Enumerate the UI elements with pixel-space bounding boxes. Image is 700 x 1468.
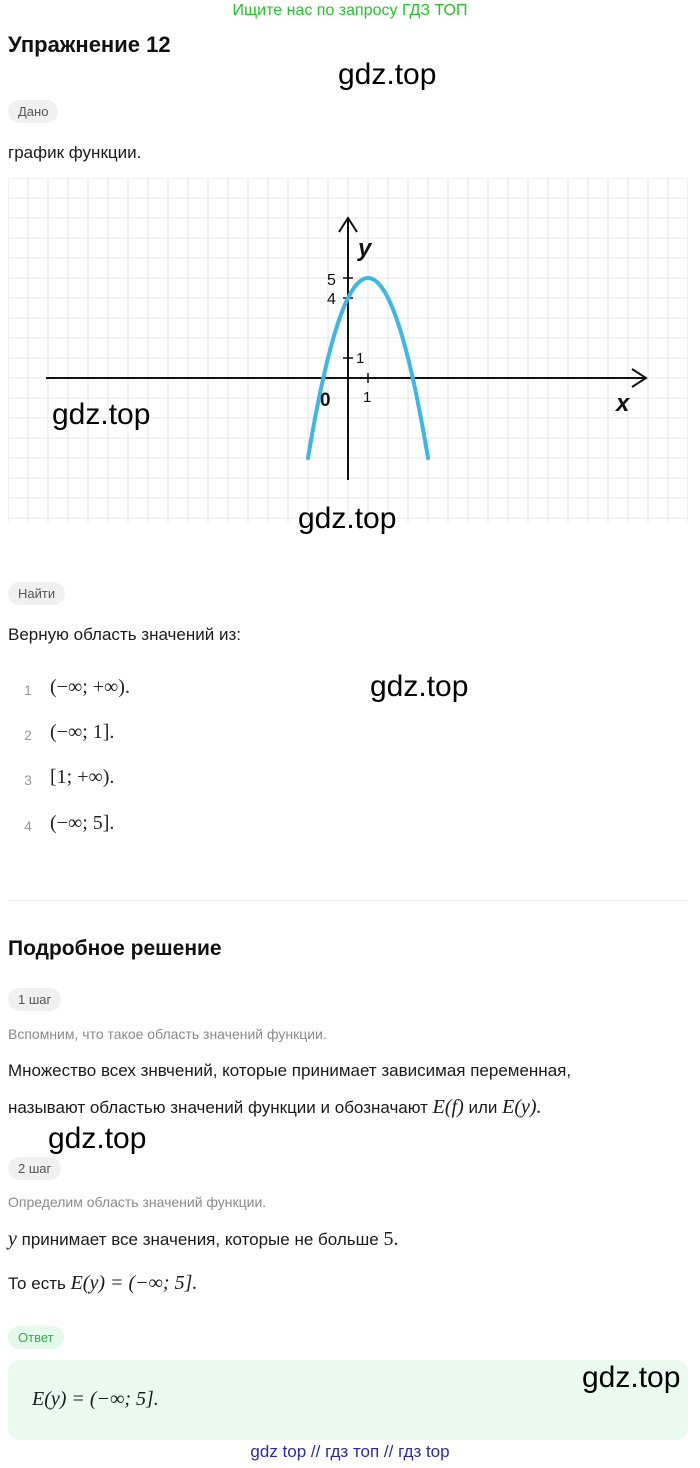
step2-note: Определим область значений функции. [8, 1194, 267, 1210]
step1-line2-text: называют областью значений функции и обозначают [8, 1098, 428, 1117]
answer-label: Ответ [8, 1326, 64, 1349]
y-variable: y [8, 1228, 17, 1250]
top-banner[interactable]: Ищите нас по запросу ГДЗ ТОП [232, 2, 468, 19]
step2-label: 2 шаг [8, 1157, 61, 1180]
given-text: график функции. [8, 143, 142, 162]
step2-line1 [8, 1228, 398, 1251]
tick-y1-label: 1 [356, 350, 365, 367]
option-number: 2 [24, 727, 32, 743]
find-badge [8, 582, 65, 605]
origin-label: 0 [320, 390, 331, 411]
step2-line1-text: принимает все значения, которые не больше [21, 1230, 379, 1249]
function-graph [8, 178, 688, 523]
option-value: (−∞; 1]. [50, 721, 115, 743]
option-item [18, 721, 318, 751]
find-label: Найти [8, 582, 65, 605]
footer-links[interactable]: gdz top // гдз топ // гдз top [250, 1442, 450, 1461]
answer-value: E(y) = (−∞; 5]. [32, 1388, 159, 1410]
option-item [18, 676, 318, 706]
given-badge [8, 100, 58, 123]
step2-line2 [8, 1272, 197, 1295]
step2-line1-num: 5. [383, 1228, 399, 1250]
x-axis-label: x [616, 390, 630, 417]
x-axis [46, 369, 646, 387]
step2-result: E(y) = (−∞; 5]. [70, 1272, 198, 1294]
option-item [18, 766, 318, 796]
option-value: (−∞; 5]. [50, 812, 115, 834]
watermark: gdz.top [298, 502, 397, 535]
option-value: (−∞; +∞). [50, 676, 130, 698]
option-value: [1; +∞). [50, 766, 115, 788]
step1-note: Вспомним, что такое область значений функции. [8, 1026, 327, 1042]
watermark: gdz.top [582, 1361, 681, 1394]
step1-line2 [8, 1096, 542, 1119]
tick-x1-label: 1 [363, 389, 372, 406]
given-label: Дано [8, 100, 58, 123]
section-divider [8, 900, 688, 901]
y-axis-label: y [358, 235, 372, 262]
tick-y5-label: 5 [327, 272, 336, 289]
watermark: gdz.top [338, 58, 437, 91]
watermark: gdz.top [52, 398, 151, 431]
find-text: Верную область значений из: [8, 625, 241, 644]
watermark: gdz.top [370, 670, 469, 703]
solution-heading: Подробное решение [8, 937, 222, 960]
page-title: Упражнение 12 [8, 32, 171, 57]
answer-badge [8, 1326, 64, 1349]
ey-notation: E(y). [502, 1096, 542, 1118]
option-number: 1 [24, 682, 32, 698]
step2-line2-text: То есть [8, 1274, 66, 1293]
option-item [18, 812, 318, 842]
ef-notation: E(f) [432, 1096, 464, 1118]
option-number: 4 [24, 818, 32, 834]
step2-badge [8, 1157, 61, 1180]
option-number: 3 [24, 772, 32, 788]
tick-y4-label: 4 [327, 291, 336, 308]
y-axis [339, 218, 357, 480]
step1-label: 1 шаг [8, 988, 61, 1011]
watermark: gdz.top [48, 1122, 147, 1155]
step1-badge [8, 988, 61, 1011]
step1-line1: Множество всех знвчений, которые принимает зависимая переменная, [8, 1061, 572, 1080]
or-text: или [468, 1098, 498, 1117]
